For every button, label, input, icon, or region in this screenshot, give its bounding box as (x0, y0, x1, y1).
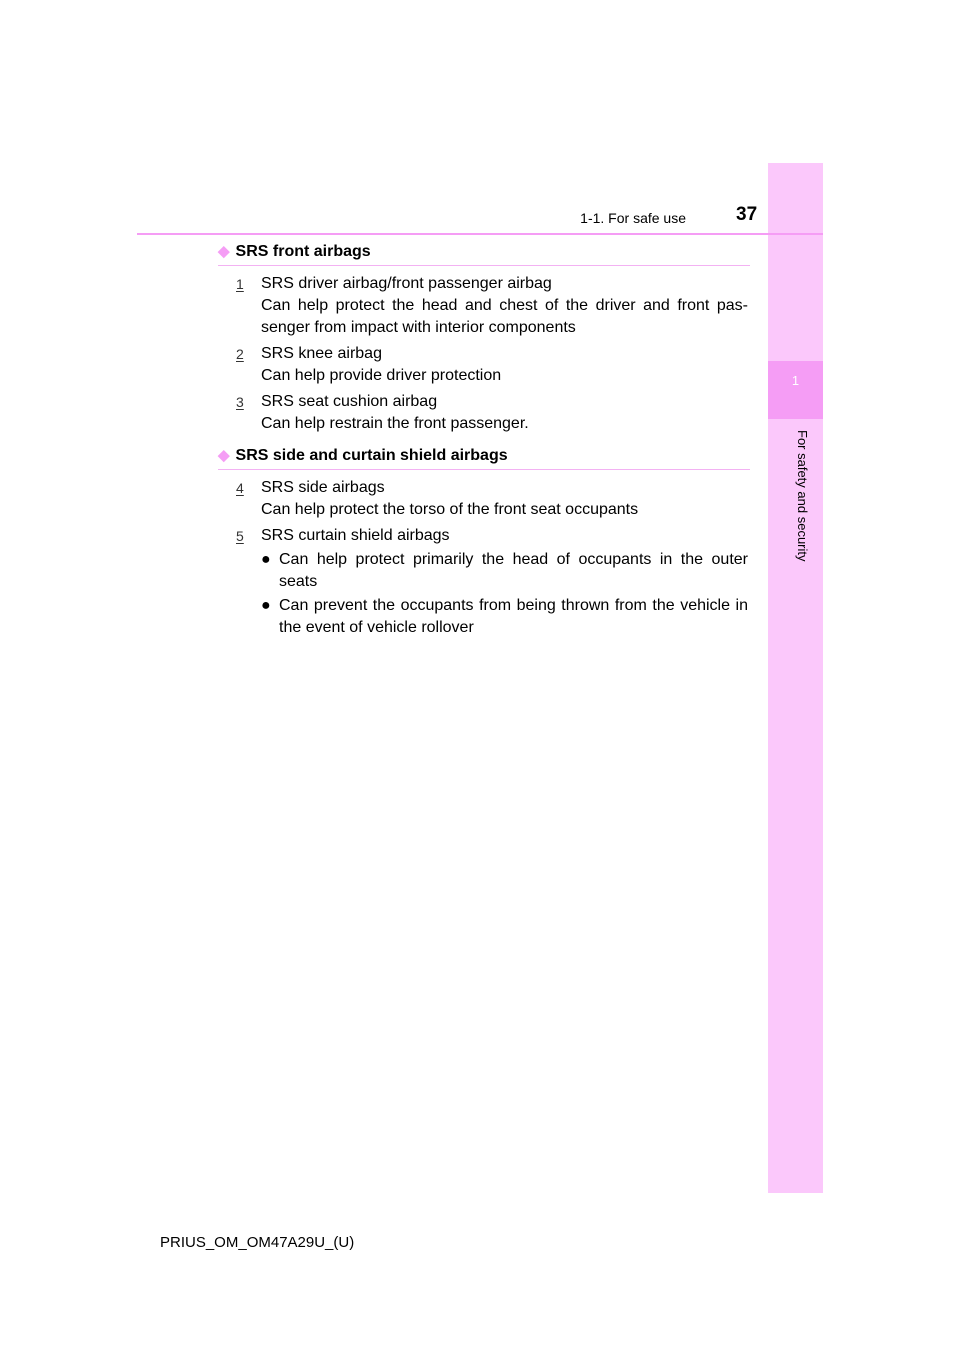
bullet-dot-icon: ● (261, 597, 271, 614)
document-id: PRIUS_OM_OM47A29U_(U) (160, 1234, 355, 1251)
item-title: SRS side airbags (261, 479, 385, 496)
list-item-1 (236, 273, 748, 339)
item-number-badge: 1 (236, 276, 244, 292)
section-heading-side-curtain-airbags (218, 446, 750, 465)
diamond-icon: ◆ (218, 243, 230, 260)
item-description: Can help restrain the front passenger. (261, 415, 529, 432)
item-description: Can help protect the torso of the front seat occupants (261, 501, 639, 518)
list-item-3 (236, 391, 748, 435)
section-heading-front-airbags (218, 242, 750, 261)
side-tab-active-chapter[interactable] (768, 361, 823, 419)
item-title: SRS knee airbag (261, 345, 382, 362)
item-title: SRS driver airbag/front passenger airbag (261, 275, 552, 292)
section-heading-text: SRS side and curtain shield airbags (235, 447, 508, 464)
section-divider (218, 265, 750, 266)
section-divider (218, 469, 750, 470)
side-tab-chapter-title: For safety and security (795, 430, 810, 562)
diamond-icon: ◆ (218, 447, 230, 464)
side-tab-chapter-number: 1 (791, 373, 800, 388)
item-title: SRS seat cushion airbag (261, 393, 438, 410)
list-item-2 (236, 343, 748, 387)
header-divider (137, 233, 823, 235)
item-description: Can help provide driver protection (261, 367, 502, 384)
item-description: Can help protect the head and chest of the driver and front pas-senger from impact with interior components (261, 297, 748, 336)
page-number: 37 (736, 204, 758, 225)
bullet-item (261, 549, 748, 593)
bullet-text: Can prevent the occupants from being thrown from the vehicle in the event of vehicle rollover (279, 597, 748, 636)
list-item-5 (236, 525, 748, 639)
item-number-badge: 4 (236, 480, 244, 496)
list-item-4 (236, 477, 748, 521)
running-head: 1-1. For safe use (580, 210, 686, 226)
bullet-text: Can help protect primarily the head of occupants in the outer seats (279, 551, 748, 590)
item-number-badge: 5 (236, 528, 244, 544)
item-title: SRS curtain shield airbags (261, 527, 450, 544)
bullet-dot-icon: ● (261, 551, 271, 568)
side-tab-strip (768, 163, 823, 1193)
item-number-badge: 2 (236, 346, 244, 362)
item-number-badge: 3 (236, 394, 244, 410)
section-heading-text: SRS front airbags (235, 243, 371, 260)
bullet-item (261, 595, 748, 639)
